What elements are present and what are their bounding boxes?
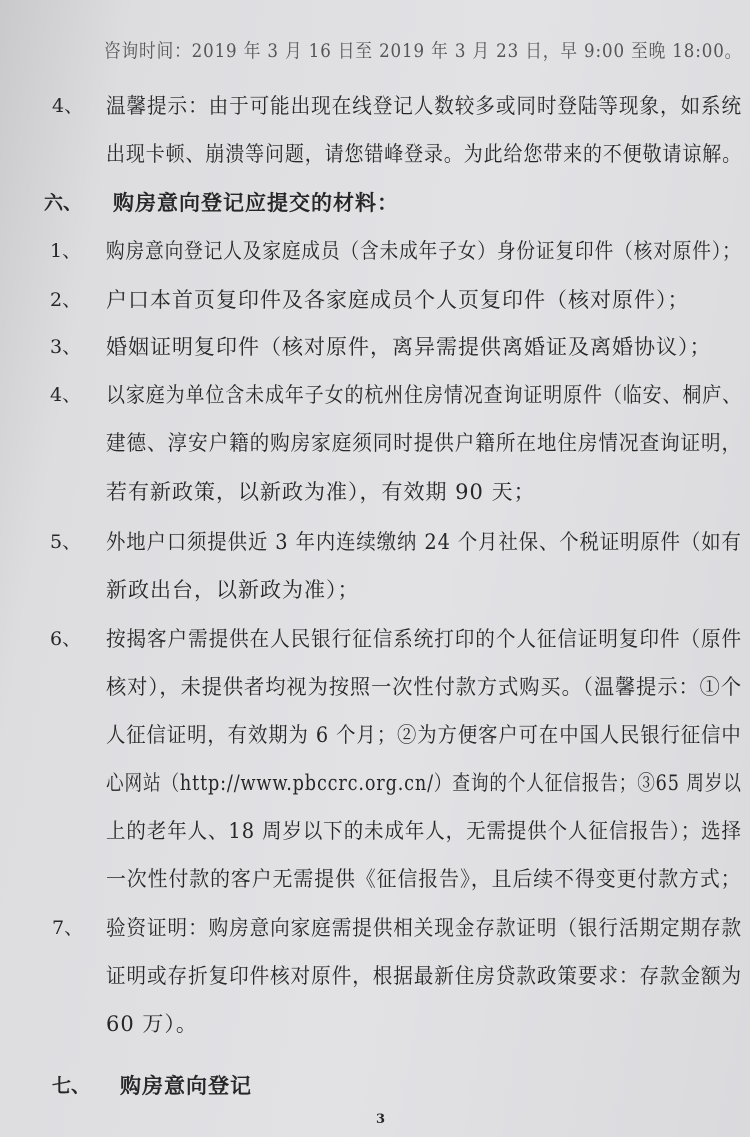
tip-number: 4、 — [52, 95, 84, 117]
item-6-line: 心网站（http://www.pbccrc.org.cn/）查询的个人征信报告；③65 周岁以 — [106, 771, 742, 795]
item-7-number: 7、 — [52, 917, 84, 939]
section-7-number: 七、 — [52, 1075, 91, 1097]
item-4-line: 以家庭为单位含未成年子女的杭州住房情况查询证明原件（临安、桐庐、 — [106, 383, 742, 407]
item-3-number: 3、 — [50, 336, 82, 358]
item-3-line: 婚姻证明复印件（核对原件，离异需提供离婚证及离婚协议）； — [106, 335, 712, 359]
item-6-line: 按揭客户需提供在人民银行征信系统打印的个人征信证明复印件（原件 — [106, 627, 743, 651]
item-1-line: 购房意向登记人及家庭成员（含未成年子女）身份证复印件（核对原件）； — [106, 239, 742, 263]
item-6-line: 核对），未提供者均视为按照一次性付款方式购买。（温馨提示：①个 — [106, 675, 743, 699]
section-7-title: 购房意向登记 — [120, 1073, 252, 1098]
item-4-number: 4、 — [50, 384, 82, 406]
item-4-line: 建德、淳安户籍的购房家庭须同时提供户籍所在地住房情况查询证明， — [106, 431, 743, 455]
section-6-title: 购房意向登记应提交的材料： — [113, 190, 399, 215]
item-6-line: 人征信证明，有效期为 6 个月；②为方便客户可在中国人民银行征信中 — [106, 723, 742, 747]
section-6-number: 六、 — [44, 192, 83, 214]
item-6-line: 上的老年人、18 周岁以下的未成年人，无需提供个人征信报告）；选择 — [106, 819, 742, 843]
item-7-line: 60 万）。 — [106, 1012, 198, 1036]
item-7-line: 证明或存折复印件核对原件，根据最新住房贷款政策要求：存款金额为 — [106, 964, 743, 988]
page-number: 3 — [376, 1112, 386, 1127]
item-5-line: 新政出台，以新政为准）； — [106, 578, 360, 602]
item-4-line: 若有新政策，以新政为准），有效期 90 天； — [106, 480, 536, 504]
tip-line: 出现卡顿、崩溃等问题，请您错峰登录。为此给您带来的不便敬请谅解。 — [106, 142, 742, 166]
item-6-number: 6、 — [50, 628, 82, 650]
item-2-line: 户口本首页复印件及各家庭成员个人页复印件（核对原件）； — [106, 288, 690, 312]
item-7-line: 验资证明：购房意向家庭需提供相关现金存款证明（银行活期定期存款 — [106, 916, 743, 940]
item-2-number: 2、 — [50, 289, 82, 311]
item-1-number: 1、 — [50, 240, 82, 262]
item-5-line: 外地户口须提供近 3 年内连续缴纳 24 个月社保、个税证明原件（如有 — [106, 530, 742, 554]
consult-time: 咨询时间：2019 年 3 月 16 日至 2019 年 3 月 23 日，早 9:00 至晚 18:00。 — [104, 40, 743, 62]
item-5-number: 5、 — [50, 531, 82, 553]
tip-line: 温馨提示：由于可能出现在线登记人数较多或同时登陆等现象，如系统 — [106, 94, 743, 118]
item-6-line: 一次性付款的客户无需提供《征信报告》，且后续不得变更付款方式； — [106, 867, 742, 891]
